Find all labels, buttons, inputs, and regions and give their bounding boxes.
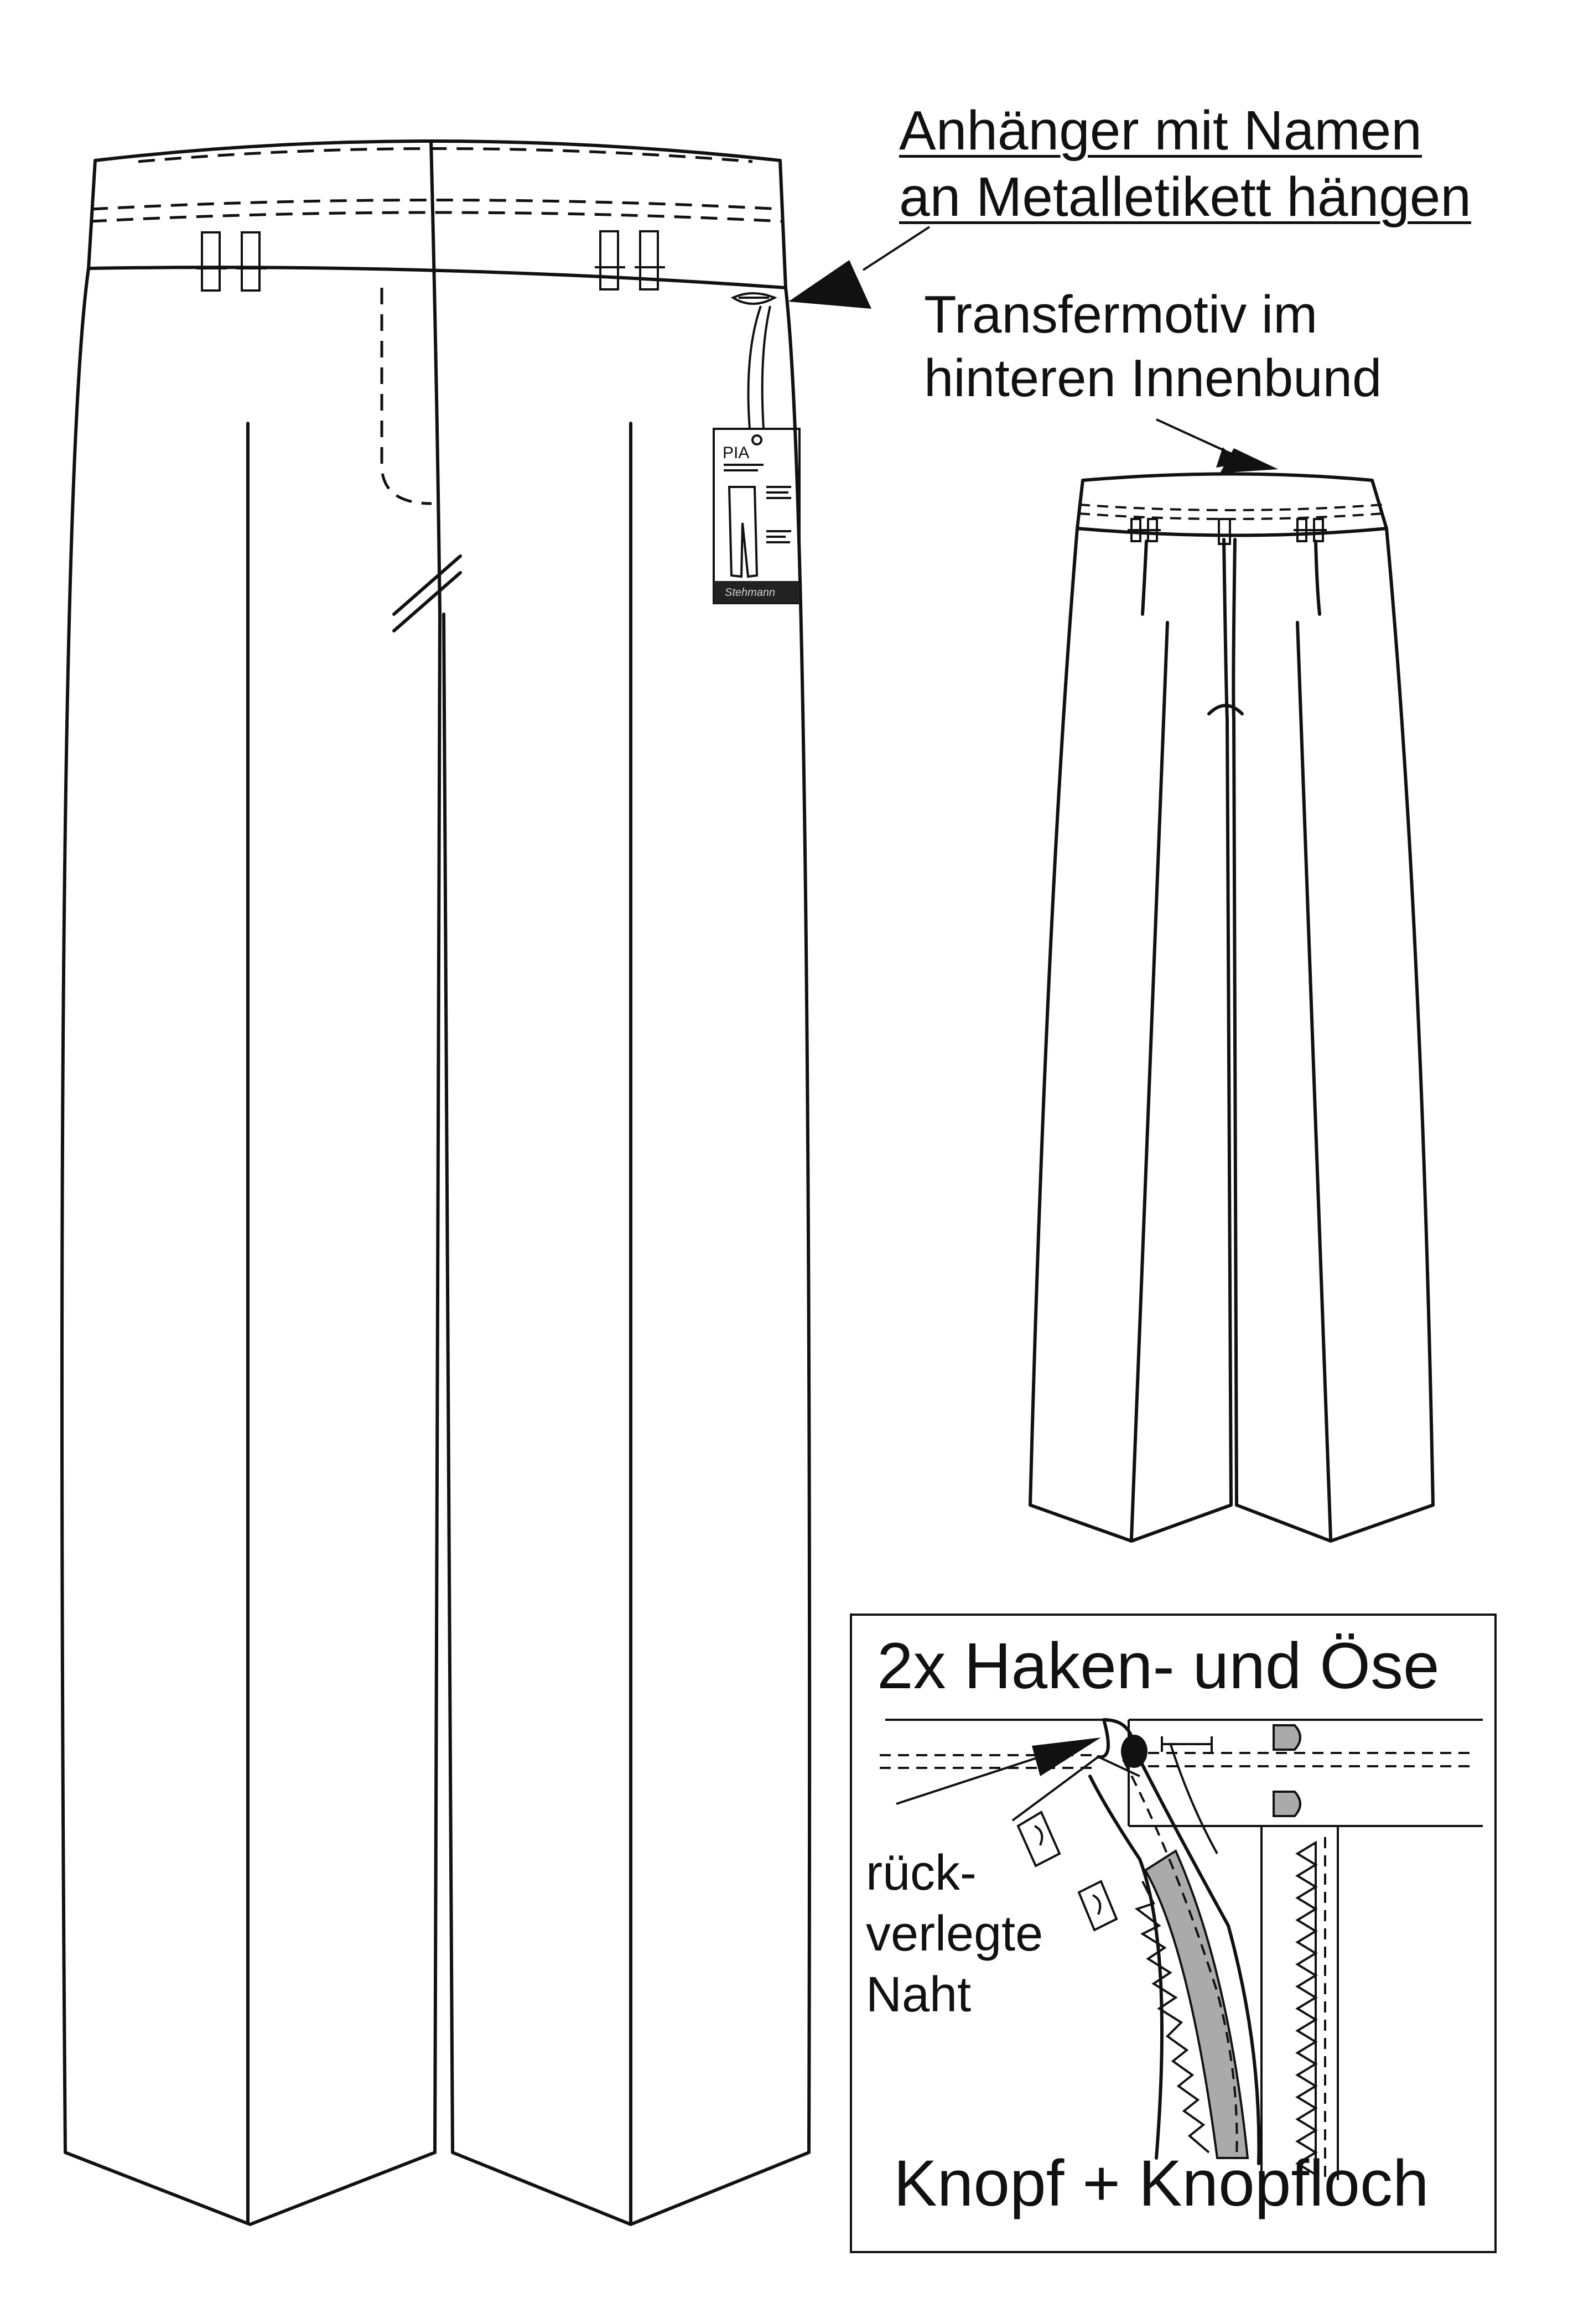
- front-view-trousers: [62, 141, 809, 2224]
- hangtag-note-line2: an Metalletikett hängen: [899, 166, 1472, 228]
- metal-label: [733, 293, 775, 429]
- seam-note-line2: verlegte: [866, 1906, 1043, 1962]
- back-waistband: [1077, 474, 1387, 536]
- transfer-note-line1: Transfermotiv im: [924, 285, 1318, 344]
- back-belt-loops: [1128, 519, 1327, 544]
- front-fly-stitch: [382, 288, 432, 504]
- transfer-note-line2: hinteren Innenbund: [924, 349, 1382, 408]
- front-left-leg: [62, 141, 440, 2224]
- detail-box-title: 2x Haken- und Öse: [877, 1630, 1440, 1703]
- hangtag-pointer: [788, 227, 930, 309]
- front-waistband: [89, 141, 786, 288]
- hang-tag: [714, 429, 799, 603]
- hang-tag-brand: Stehmann: [725, 587, 776, 599]
- hang-tag-name: PIA: [723, 444, 750, 462]
- front-right-leg: [444, 288, 809, 2224]
- seam-pointer: [896, 1737, 1101, 1804]
- transfer-pointer: [1156, 419, 1278, 473]
- front-belt-loops: [196, 231, 665, 290]
- detail-box-footer: Knopf + Knopfloch: [894, 2147, 1429, 2220]
- seam-note-line3: Naht: [866, 1967, 972, 2022]
- seam-note-line1: rück-: [866, 1845, 977, 1901]
- back-view-trousers: [1030, 474, 1433, 1542]
- hangtag-note-line1: Anhänger mit Namen: [899, 100, 1422, 162]
